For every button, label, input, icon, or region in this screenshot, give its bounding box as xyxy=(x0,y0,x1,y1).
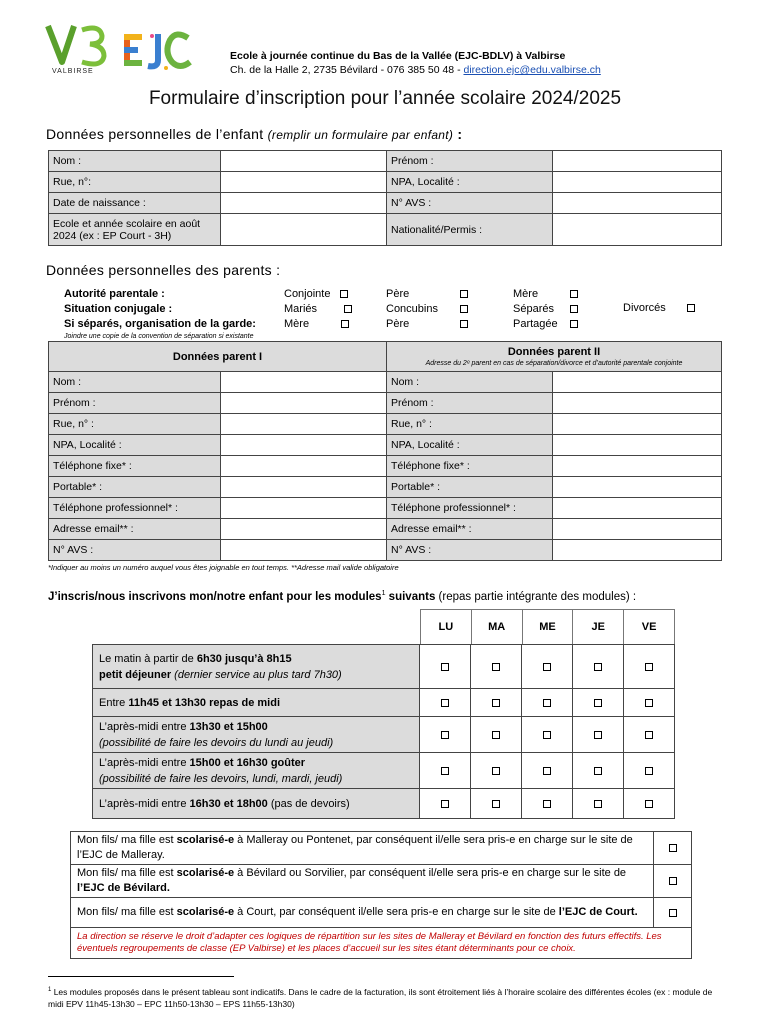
parent1-prenom-input[interactable] xyxy=(221,393,387,414)
opt-garde-mere-label: Mère xyxy=(284,318,310,330)
module-2-me-cell xyxy=(522,717,573,753)
table-row xyxy=(421,610,675,645)
school-address xyxy=(230,64,601,76)
module-2-ve-checkbox[interactable] xyxy=(645,731,653,739)
table-row xyxy=(93,789,675,819)
site-2-c: à Court, par conséquent il/elle sera pris-e en charge sur le site de xyxy=(234,906,559,918)
opt-garde-pere-checkbox[interactable] xyxy=(460,320,468,328)
parent1-prenom-label: Prénom : xyxy=(49,393,221,414)
child-birth-label: Date de naissance : xyxy=(49,193,221,214)
modules-intro-bold: J’inscris/nous inscrivons mon/notre enfant pour les modules xyxy=(48,590,382,603)
module-2-je-cell xyxy=(573,717,624,753)
module-1-me-cell xyxy=(522,689,573,717)
module-3-je-cell xyxy=(573,753,624,789)
child-prenom-input[interactable] xyxy=(553,151,722,172)
parent2-n-avs-input[interactable] xyxy=(553,540,722,561)
opt-conjointe-label: Conjointe xyxy=(284,288,331,300)
module-3-je-checkbox[interactable] xyxy=(594,767,602,775)
module-2-me-checkbox[interactable] xyxy=(543,731,551,739)
module-2-note: (possibilité de faire les devoirs du lundi au jeudi) xyxy=(99,736,334,749)
opt-garde-pere-label: Père xyxy=(386,318,410,330)
options-col-1 xyxy=(284,287,352,332)
module-0-lu-checkbox[interactable] xyxy=(441,663,449,671)
module-1-ve-checkbox[interactable] xyxy=(645,699,653,707)
module-2-ma-checkbox[interactable] xyxy=(492,731,500,739)
opt-separes-label: Séparés xyxy=(513,303,554,315)
child-school-input[interactable] xyxy=(221,214,387,246)
joindre-note: Joindre une copie de la convention de séparation si existante xyxy=(64,333,254,340)
footnote xyxy=(48,984,718,1010)
module-4-lu-checkbox[interactable] xyxy=(441,800,449,808)
module-1-label xyxy=(93,689,420,717)
parent2-nom-input[interactable] xyxy=(553,372,722,393)
module-0-je-checkbox[interactable] xyxy=(594,663,602,671)
opt-divorces-checkbox[interactable] xyxy=(687,304,695,312)
ejc-logo xyxy=(122,28,192,72)
module-3-lu-cell xyxy=(420,753,471,789)
site-0-c: à Malleray ou Pontenet, par conséquent il/elle sera pris-e en charge sur le site de l’EJC de Malleray. xyxy=(77,834,633,861)
days-header-table xyxy=(420,609,675,645)
module-3-line2 xyxy=(99,771,415,787)
child-nom-input[interactable] xyxy=(221,151,387,172)
parent2-telephone-fixe-label: Téléphone fixe* : xyxy=(387,456,553,477)
options-col-3 xyxy=(513,287,558,332)
modules-intro-rest: (repas partie intégrante des modules) : xyxy=(435,590,637,603)
table-row xyxy=(93,645,675,689)
module-1-lu-checkbox[interactable] xyxy=(441,699,449,707)
parents-section-heading: Données personnelles des parents : xyxy=(46,262,281,278)
child-rue-input[interactable] xyxy=(221,172,387,193)
module-3-note: (possibilité de faire les devoirs, lundi, mardi, jeudi) xyxy=(99,772,343,785)
address-text: Ch. de la Halle 2, 2735 Bévilard - 076 385 50 48 - xyxy=(230,64,464,76)
module-0-label xyxy=(93,645,420,689)
module-1-prefix: Entre xyxy=(99,696,129,709)
module-0-ma-cell xyxy=(471,645,522,689)
module-3-time: 15h00 et 16h30 goûter xyxy=(189,756,306,769)
email-link[interactable]: direction.ejc@edu.valbirse.ch xyxy=(463,64,601,76)
contact-footnote: *Indiquer au moins un numéro auquel vous êtes joignable en tout temps. **Adresse mail valide obligatoire xyxy=(48,563,399,572)
footnote-sup: 1 xyxy=(48,987,52,993)
site-2-checkbox[interactable] xyxy=(669,909,677,917)
parent2-rue-n-input[interactable] xyxy=(553,414,722,435)
table-row xyxy=(49,519,722,540)
module-2-ma-cell xyxy=(471,717,522,753)
site-0-checkbox[interactable] xyxy=(669,844,677,852)
parents-table xyxy=(48,341,722,561)
parent2-rue-n-label: Rue, n° : xyxy=(387,414,553,435)
module-3-ma-checkbox[interactable] xyxy=(492,767,500,775)
module-4-suffix: (pas de devoirs) xyxy=(267,797,350,810)
table-row xyxy=(49,456,722,477)
page-title: Formulaire d’inscription pour l’année scolaire 2024/2025 xyxy=(148,88,622,109)
site-2-b: scolarisé-e xyxy=(176,906,235,918)
module-3-me-checkbox[interactable] xyxy=(543,767,551,775)
situation-label: Situation conjugale : xyxy=(64,303,173,315)
module-0-ve-checkbox[interactable] xyxy=(645,663,653,671)
table-row xyxy=(93,689,675,717)
table-row xyxy=(49,414,722,435)
options-col-2 xyxy=(386,287,438,332)
module-0-line1 xyxy=(99,651,415,667)
parent1-rue-n-input[interactable] xyxy=(221,414,387,435)
table-row xyxy=(71,898,692,928)
parent1-title: Données parent I xyxy=(49,342,387,372)
module-1-ve-cell xyxy=(624,689,675,717)
child-nationality-label: Nationalité/Permis : xyxy=(387,214,553,246)
parent2-portable-label: Portable* : xyxy=(387,477,553,498)
parent2-note: Adresse du 2ᵉ parent en cas de séparation/divorce et d’autorité parentale conjointe xyxy=(425,360,683,367)
site-2-cell xyxy=(654,898,692,928)
table-row xyxy=(49,393,722,414)
opt-concubins-checkbox[interactable] xyxy=(460,305,468,313)
module-1-time: 11h45 et 13h30 repas de midi xyxy=(128,696,280,709)
table-row xyxy=(93,753,675,789)
parent1-rue-n-label: Rue, n° : xyxy=(49,414,221,435)
child-nom-label: Nom : xyxy=(49,151,221,172)
module-0-je-cell xyxy=(573,645,624,689)
child-section-heading xyxy=(46,126,462,142)
table-row xyxy=(49,151,722,172)
module-0-line2 xyxy=(99,667,415,683)
module-0-me-cell xyxy=(522,645,573,689)
module-2-time: 13h30 et 15h00 xyxy=(189,720,268,733)
day-lu: LU xyxy=(421,610,472,645)
parent1-nom-label: Nom : xyxy=(49,372,221,393)
table-row xyxy=(93,717,675,753)
parent2-header xyxy=(387,342,722,372)
module-0-me-checkbox[interactable] xyxy=(543,663,551,671)
parent2-telephone-professionnel-label: Téléphone professionnel* : xyxy=(387,498,553,519)
opt-conjointe-checkbox[interactable] xyxy=(340,290,348,298)
parent2-prenom-label: Prénom : xyxy=(387,393,553,414)
table-row xyxy=(49,193,722,214)
module-0-meal: petit déjeuner xyxy=(99,668,172,681)
parent2-prenom-input[interactable] xyxy=(553,393,722,414)
opt-concubins-label: Concubins xyxy=(386,303,438,315)
parent2-nom-label: Nom : xyxy=(387,372,553,393)
child-npa-input[interactable] xyxy=(553,172,722,193)
parent1-telephone-fixe-label: Téléphone fixe* : xyxy=(49,456,221,477)
child-avs-input[interactable] xyxy=(553,193,722,214)
module-4-ma-checkbox[interactable] xyxy=(492,800,500,808)
site-0-text xyxy=(71,832,654,865)
site-table xyxy=(70,831,692,959)
child-birth-input[interactable] xyxy=(221,193,387,214)
site-1-text xyxy=(71,865,654,898)
site-0-cell xyxy=(654,832,692,865)
parent1-nom-input[interactable] xyxy=(221,372,387,393)
parent2-portable-input[interactable] xyxy=(553,477,722,498)
child-prenom-label: Prénom : xyxy=(387,151,553,172)
day-me: ME xyxy=(522,610,573,645)
table-row xyxy=(71,865,692,898)
module-4-je-cell xyxy=(573,789,624,819)
site-2-a: Mon fils/ ma fille est xyxy=(77,906,177,918)
autorite-labels xyxy=(64,287,256,332)
child-school-label: Ecole et année scolaire en août 2024 (ex : EP Court - 3H) xyxy=(49,214,221,246)
module-4-prefix: L’après-midi entre xyxy=(99,797,190,810)
child-table xyxy=(48,150,722,246)
module-4-lu-cell xyxy=(420,789,471,819)
child-heading-colon: : xyxy=(453,126,463,142)
module-4-me-checkbox[interactable] xyxy=(543,800,551,808)
parent2-adresse-email-input[interactable] xyxy=(553,519,722,540)
parent1-portable-label: Portable* : xyxy=(49,477,221,498)
table-row xyxy=(71,928,692,959)
table-row xyxy=(49,372,722,393)
module-1-je-checkbox[interactable] xyxy=(594,699,602,707)
module-0-time: 6h30 jusqu’à 8h15 xyxy=(196,652,292,665)
module-3-ve-cell xyxy=(624,753,675,789)
modules-table xyxy=(92,644,675,819)
modules-intro-sup: 1 xyxy=(381,590,386,597)
parent2-npa-localite-label: NPA, Localité : xyxy=(387,435,553,456)
site-2-d: l’EJC de Court. xyxy=(558,906,638,918)
module-3-line1 xyxy=(99,755,415,771)
table-row xyxy=(49,498,722,519)
module-4-line1 xyxy=(99,796,415,812)
table-row xyxy=(49,214,722,246)
parent1-telephone-professionnel-label: Téléphone professionnel* : xyxy=(49,498,221,519)
module-2-label xyxy=(93,717,420,753)
day-ve: VE xyxy=(624,610,675,645)
valbirse-logo-text: VALBIRSE xyxy=(52,68,94,75)
parent2-telephone-professionnel-input[interactable] xyxy=(553,498,722,519)
site-0-b: scolarisé-e xyxy=(176,834,235,846)
school-name: Ecole à journée continue du Bas de la Vallée (EJC-BDLV) à Valbirse xyxy=(230,50,566,62)
site-2-text xyxy=(71,898,654,928)
table-row xyxy=(49,540,722,561)
table-row xyxy=(49,435,722,456)
parent2-n-avs-label: N° AVS : xyxy=(387,540,553,561)
module-2-je-checkbox[interactable] xyxy=(594,731,602,739)
site-1-b: scolarisé-e xyxy=(176,867,235,879)
module-2-prefix: L’après-midi entre xyxy=(99,720,190,733)
footnote-text: Les modules proposés dans le présent tableau sont indicatifs. Dans le cadre de la facturation, ils sont étroitement liés à l’horaire scolaire des différentes écoles (ex : module de midi EPV 11h45-13h30 – EPC 11h50-13h30 – EPS 11h55-13h30) xyxy=(48,986,713,1009)
module-1-je-cell xyxy=(573,689,624,717)
opt-garde-mere-checkbox[interactable] xyxy=(341,320,349,328)
parent2-title: Données parent II xyxy=(507,346,601,358)
module-0-ve-cell xyxy=(624,645,675,689)
module-4-time: 16h30 et 18h00 xyxy=(189,797,268,810)
table-row xyxy=(49,342,722,372)
module-3-me-cell xyxy=(522,753,573,789)
parent1-n-avs-input[interactable] xyxy=(221,540,387,561)
table-row xyxy=(49,477,722,498)
child-rue-label: Rue, n°: xyxy=(49,172,221,193)
site-1-c: à Bévilard ou Sorvilier, par conséquent il/elle sera pris-e en charge sur le site de xyxy=(234,867,627,879)
module-3-ve-checkbox[interactable] xyxy=(645,767,653,775)
module-2-line1 xyxy=(99,719,415,735)
opt-pere-checkbox[interactable] xyxy=(460,290,468,298)
parent1-adresse-email-input[interactable] xyxy=(221,519,387,540)
module-0-note: (dernier service au plus tard 7h30) xyxy=(171,668,342,681)
child-avs-label: N° AVS : xyxy=(387,193,553,214)
parent1-telephone-fixe-input[interactable] xyxy=(221,456,387,477)
site-0-a: Mon fils/ ma fille est xyxy=(77,834,177,846)
module-1-lu-cell xyxy=(420,689,471,717)
module-1-ma-checkbox[interactable] xyxy=(492,699,500,707)
opt-pere-label: Père xyxy=(386,288,410,300)
module-1-line1 xyxy=(99,695,415,711)
module-4-ma-cell xyxy=(471,789,522,819)
module-1-ma-cell xyxy=(471,689,522,717)
footnote-divider xyxy=(48,976,234,977)
day-ma: MA xyxy=(471,610,522,645)
opt-mere-label: Mère xyxy=(513,288,539,300)
module-4-label xyxy=(93,789,420,819)
child-heading-text: Données personnelles de l’enfant xyxy=(46,126,268,142)
module-3-label xyxy=(93,753,420,789)
module-2-lu-cell xyxy=(420,717,471,753)
module-0-lu-cell xyxy=(420,645,471,689)
parent2-adresse-email-label: Adresse email** : xyxy=(387,519,553,540)
module-4-me-cell xyxy=(522,789,573,819)
site-1-checkbox[interactable] xyxy=(669,877,677,885)
module-1-me-checkbox[interactable] xyxy=(543,699,551,707)
opt-maries-label: Mariés xyxy=(284,303,318,315)
site-1-d: l’EJC de Bévilard. xyxy=(77,882,170,894)
child-npa-label: NPA, Localité : xyxy=(387,172,553,193)
parent1-portable-input[interactable] xyxy=(221,477,387,498)
parent1-adresse-email-label: Adresse email** : xyxy=(49,519,221,540)
opt-divorces xyxy=(623,302,695,314)
modules-intro-bold2: suivants xyxy=(385,590,436,603)
module-2-lu-checkbox[interactable] xyxy=(441,731,449,739)
module-4-ve-cell xyxy=(624,789,675,819)
opt-divorces-label: Divorcés xyxy=(623,302,666,314)
site-1-cell xyxy=(654,865,692,898)
parent1-npa-localite-label: NPA, Localité : xyxy=(49,435,221,456)
table-row xyxy=(71,832,692,865)
module-4-ve-checkbox[interactable] xyxy=(645,800,653,808)
module-4-je-checkbox[interactable] xyxy=(594,800,602,808)
module-2-ve-cell xyxy=(624,717,675,753)
parent2-telephone-fixe-input[interactable] xyxy=(553,456,722,477)
autorite-label: Autorité parentale : xyxy=(64,288,165,300)
day-je: JE xyxy=(573,610,624,645)
table-row xyxy=(49,172,722,193)
child-nationality-input[interactable] xyxy=(553,214,722,246)
parent2-npa-localite-input[interactable] xyxy=(553,435,722,456)
child-heading-note: (remplir un formulaire par enfant) xyxy=(267,128,454,142)
opt-partagee-label: Partagée xyxy=(513,318,558,330)
parent1-n-avs-label: N° AVS : xyxy=(49,540,221,561)
module-3-ma-cell xyxy=(471,753,522,789)
module-0-ma-checkbox[interactable] xyxy=(492,663,500,671)
site-red-note: La direction se réserve le droit d’adapter ces logiques de répartition sur les sites de Malleray et Bévilard en fonction des futurs effectifs. Les éventuels regroupements de classe (EP Valbirse) et les places d’accueil sur les sites étant déterminants pour ce choix. xyxy=(71,928,692,959)
parent1-npa-localite-input[interactable] xyxy=(221,435,387,456)
opt-partagee-checkbox[interactable] xyxy=(570,320,578,328)
module-3-lu-checkbox[interactable] xyxy=(441,767,449,775)
parent1-telephone-professionnel-input[interactable] xyxy=(221,498,387,519)
garde-label: Si séparés, organisation de la garde: xyxy=(64,318,256,330)
opt-maries-checkbox[interactable] xyxy=(344,305,352,313)
opt-mere-checkbox[interactable] xyxy=(570,290,578,298)
modules-intro xyxy=(48,590,636,603)
site-1-a: Mon fils/ ma fille est xyxy=(77,867,177,879)
module-2-line2 xyxy=(99,735,415,751)
module-0-prefix: Le matin à partir de xyxy=(99,652,197,665)
module-3-prefix: L’après-midi entre xyxy=(99,756,190,769)
opt-separes-checkbox[interactable] xyxy=(570,305,578,313)
